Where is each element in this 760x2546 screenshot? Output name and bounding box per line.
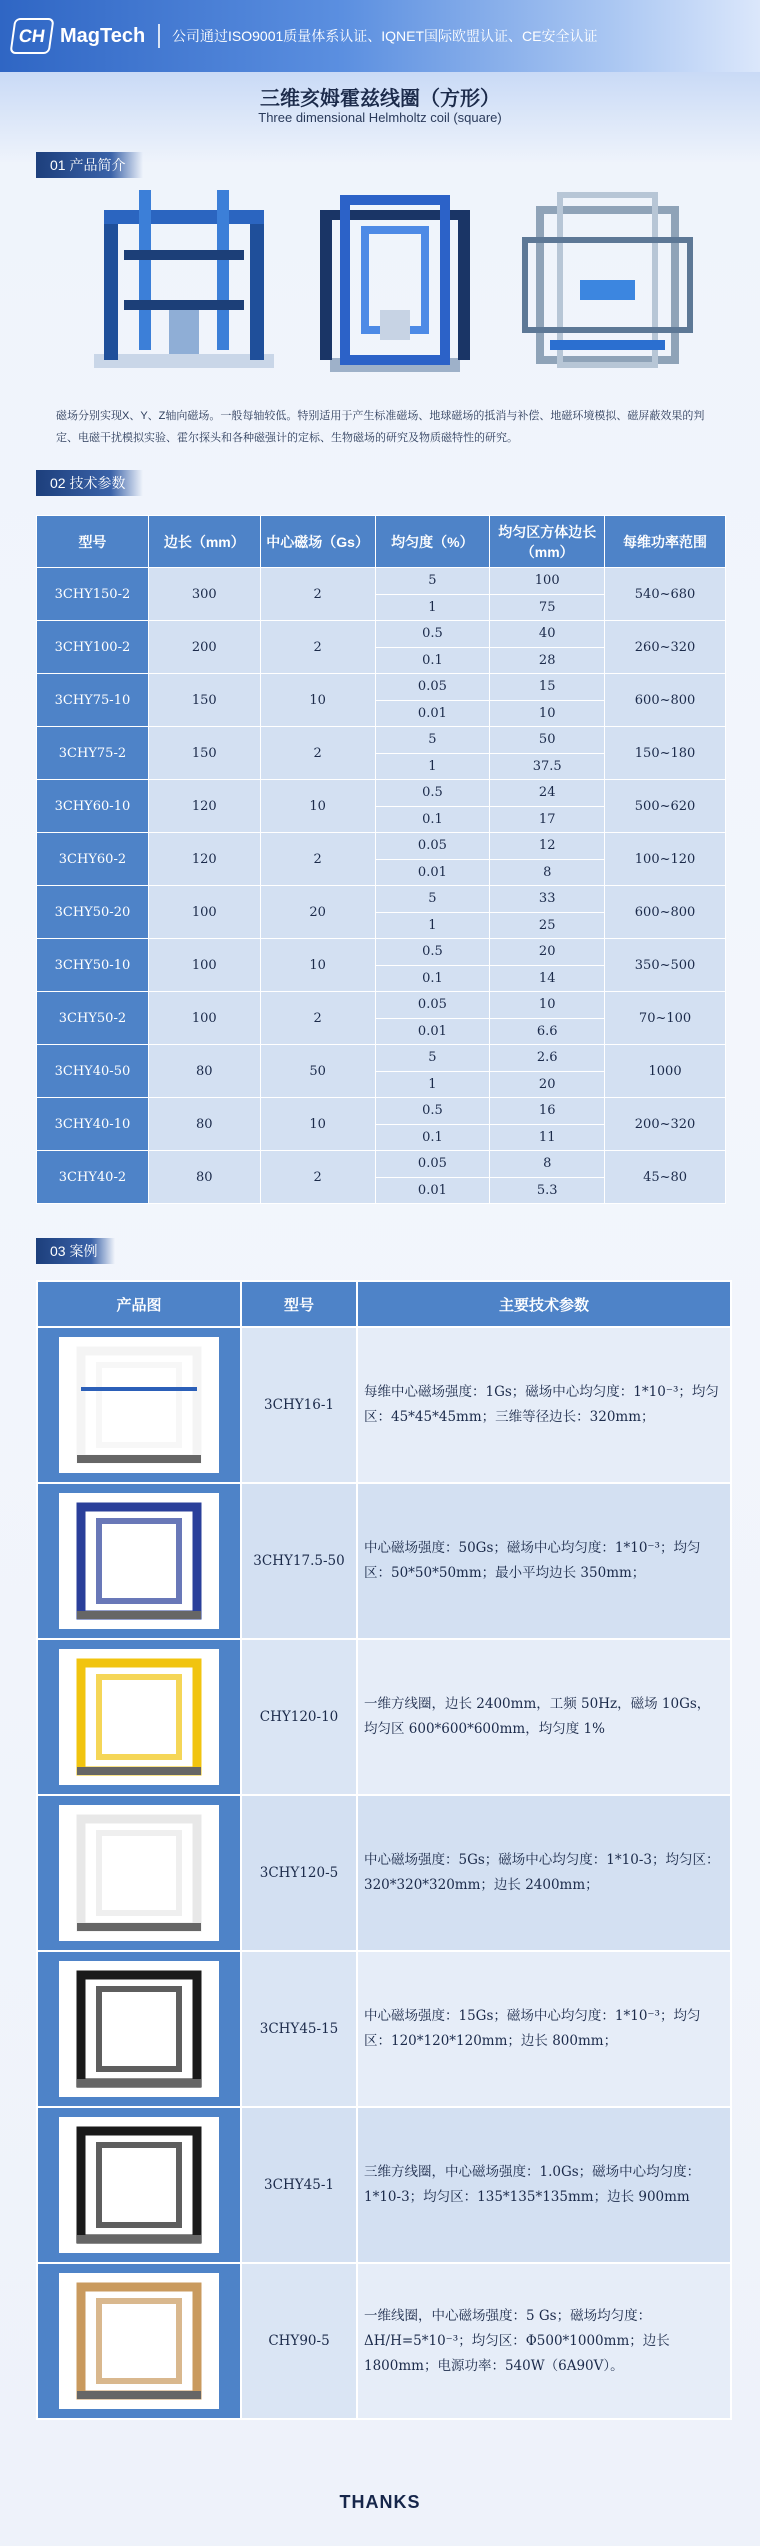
case-model: CHY120-10 (241, 1639, 357, 1795)
case-image-cell (37, 1483, 241, 1639)
spec-row (37, 780, 726, 807)
spec-cell-zone: 10 (490, 700, 605, 727)
case-product-image (59, 2273, 219, 2409)
spec-cell-uniformity: 0.01 (375, 1018, 490, 1045)
case-params: 中心磁场强度：50Gs；磁场中心均匀度：1*10⁻³；均匀区：50*50*50mm；最小平均边长 350mm； (357, 1483, 731, 1639)
product-image-3 (520, 190, 695, 380)
spec-cell-side: 100 (148, 939, 260, 992)
spec-cell-zone: 100 (490, 568, 605, 595)
spec-cell-zone: 20 (490, 1071, 605, 1098)
spec-cell-model: 3CHY150-2 (37, 568, 149, 621)
spec-cell-zone: 37.5 (490, 753, 605, 780)
case-params: 每维中心磁场强度：1Gs；磁场中心均匀度：1*10⁻³；均匀区：45*45*45mm；三维等径边长：320mm； (357, 1327, 731, 1483)
case-header-model: 型号 (241, 1281, 357, 1327)
spec-cell-zone: 10 (490, 992, 605, 1019)
case-row (37, 1795, 731, 1951)
spec-cell-zone: 11 (490, 1124, 605, 1151)
spec-cell-uniformity: 5 (375, 886, 490, 913)
spec-cell-zone: 50 (490, 727, 605, 754)
case-product-image (59, 1337, 219, 1473)
case-image-cell (37, 2263, 241, 2419)
case-product-image (59, 2117, 219, 2253)
spec-cell-field: 10 (260, 1098, 375, 1151)
spec-header-row (37, 516, 726, 568)
case-row (37, 1951, 731, 2107)
spec-cell-zone: 6.6 (490, 1018, 605, 1045)
case-row (37, 2263, 731, 2419)
case-params: 中心磁场强度：5Gs；磁场中心均匀度：1*10-3；均匀区：320*320*320mm；边长 2400mm； (357, 1795, 731, 1951)
spec-cell-uniformity: 0.01 (375, 1177, 490, 1204)
page-title: 三维亥姆霍兹线圈（方形） (260, 88, 500, 110)
spec-cell-side: 80 (148, 1151, 260, 1204)
header-divider (158, 24, 160, 48)
spec-cell-side: 300 (148, 568, 260, 621)
spec-cell-side: 150 (148, 674, 260, 727)
case-params: 中心磁场强度：15Gs；磁场中心均匀度：1*10⁻³；均匀区：120*120*120mm；边长 800mm； (357, 1951, 731, 2107)
case-model: 3CHY17.5-50 (241, 1483, 357, 1639)
case-table (36, 1280, 732, 2420)
spec-cell-uniformity: 0.05 (375, 1151, 490, 1178)
case-product-image (59, 1961, 219, 2097)
spec-cell-zone: 28 (490, 647, 605, 674)
spec-cell-field: 2 (260, 621, 375, 674)
product-image-1 (84, 190, 284, 380)
section-cases-heading: 03 案例 (36, 1238, 115, 1264)
spec-cell-zone: 17 (490, 806, 605, 833)
spec-header-uniformity: 均匀度（%） (375, 516, 490, 568)
spec-cell-side: 100 (148, 992, 260, 1045)
spec-cell-uniformity: 0.5 (375, 939, 490, 966)
spec-cell-side: 100 (148, 886, 260, 939)
spec-cell-model: 3CHY50-20 (37, 886, 149, 939)
spec-cell-power: 100~120 (605, 833, 726, 886)
spec-cell-uniformity: 0.5 (375, 1098, 490, 1125)
footer-thanks: THANKS (339, 2492, 421, 2512)
spec-cell-model: 3CHY75-10 (37, 674, 149, 727)
spec-cell-zone: 8 (490, 859, 605, 886)
spec-cell-zone: 15 (490, 674, 605, 701)
spec-cell-zone: 8 (490, 1151, 605, 1178)
spec-cell-field: 20 (260, 886, 375, 939)
spec-row (37, 833, 726, 860)
case-image-cell (37, 1795, 241, 1951)
spec-cell-model: 3CHY40-10 (37, 1098, 149, 1151)
spec-cell-uniformity: 1 (375, 594, 490, 621)
spec-row (37, 1098, 726, 1125)
spec-cell-side: 120 (148, 833, 260, 886)
case-model: 3CHY45-15 (241, 1951, 357, 2107)
spec-cell-zone: 16 (490, 1098, 605, 1125)
intro-text: 磁场分别实现X、Y、Z轴向磁场。一般每轴较低。特别适用于产生标准磁场、地球磁场的抵消与补偿、地磁环境模拟、磁屏蔽效果的判定、电磁干扰模拟实验、霍尔探头和各种磁强计的定标、生物磁场的研究及物质磁特性的研究。 (56, 410, 705, 444)
spec-row (37, 1045, 726, 1072)
spec-cell-uniformity: 1 (375, 753, 490, 780)
spec-cell-model: 3CHY40-50 (37, 1045, 149, 1098)
spec-cell-model: 3CHY40-2 (37, 1151, 149, 1204)
spec-row (37, 939, 726, 966)
case-header-row (37, 1281, 731, 1327)
case-product-image (59, 1493, 219, 1629)
case-image-cell (37, 1639, 241, 1795)
spec-header-side: 边长（mm） (148, 516, 260, 568)
spec-cell-uniformity: 0.01 (375, 859, 490, 886)
spec-cell-uniformity: 0.5 (375, 780, 490, 807)
spec-cell-field: 2 (260, 568, 375, 621)
spec-cell-power: 600~800 (605, 674, 726, 727)
spec-cell-zone: 20 (490, 939, 605, 966)
spec-cell-side: 120 (148, 780, 260, 833)
spec-cell-field: 10 (260, 674, 375, 727)
spec-cell-power: 150~180 (605, 727, 726, 780)
spec-cell-power: 600~800 (605, 886, 726, 939)
case-model: CHY90-5 (241, 2263, 357, 2419)
spec-cell-zone: 24 (490, 780, 605, 807)
case-row (37, 2107, 731, 2263)
spec-row (37, 674, 726, 701)
spec-cell-side: 150 (148, 727, 260, 780)
spec-cell-uniformity: 5 (375, 568, 490, 595)
spec-cell-uniformity: 0.1 (375, 965, 490, 992)
section-specs-heading: 02 技术参数 (36, 470, 143, 496)
section-intro-heading: 01 产品简介 (36, 152, 143, 178)
spec-cell-power: 260~320 (605, 621, 726, 674)
case-params: 三维方线圈，中心磁场强度：1.0Gs；磁场中心均匀度：1*10-3；均匀区：135*135*135mm；边长 900mm (357, 2107, 731, 2263)
spec-table-body (37, 568, 726, 1204)
spec-cell-field: 2 (260, 727, 375, 780)
spec-cell-zone: 75 (490, 594, 605, 621)
case-row (37, 1483, 731, 1639)
spec-cell-zone: 14 (490, 965, 605, 992)
case-row (37, 1327, 731, 1483)
spec-header-model: 型号 (37, 516, 149, 568)
logo-mark: CH (9, 18, 54, 54)
spec-cell-field: 2 (260, 833, 375, 886)
spec-cell-power: 45~80 (605, 1151, 726, 1204)
spec-cell-field: 2 (260, 992, 375, 1045)
spec-row (37, 992, 726, 1019)
logo (12, 18, 145, 54)
spec-row (37, 727, 726, 754)
spec-cell-power: 1000 (605, 1045, 726, 1098)
case-image-cell (37, 1951, 241, 2107)
page-subtitle: Three dimensional Helmholtz coil (square) (258, 110, 502, 125)
spec-cell-uniformity: 0.05 (375, 992, 490, 1019)
spec-cell-uniformity: 0.05 (375, 674, 490, 701)
spec-cell-uniformity: 0.5 (375, 621, 490, 648)
case-header-image: 产品图 (37, 1281, 241, 1327)
case-params: 一维方线圈，边长 2400mm，工频 50Hz，磁场 10Gs，均匀区 600*600*600mm，均匀度 1% (357, 1639, 731, 1795)
spec-row (37, 886, 726, 913)
spec-cell-zone: 5.3 (490, 1177, 605, 1204)
spec-cell-zone: 12 (490, 833, 605, 860)
spec-cell-power: 70~100 (605, 992, 726, 1045)
case-image-cell (37, 1327, 241, 1483)
spec-cell-side: 200 (148, 621, 260, 674)
spec-cell-model: 3CHY60-2 (37, 833, 149, 886)
spec-cell-uniformity: 0.01 (375, 700, 490, 727)
case-product-image (59, 1805, 219, 1941)
spec-row (37, 621, 726, 648)
spec-header-field: 中心磁场（Gs） (260, 516, 375, 568)
case-image-cell (37, 2107, 241, 2263)
spec-cell-power: 200~320 (605, 1098, 726, 1151)
case-model: 3CHY45-1 (241, 2107, 357, 2263)
case-row (37, 1639, 731, 1795)
case-model: 3CHY120-5 (241, 1795, 357, 1951)
spec-cell-side: 80 (148, 1045, 260, 1098)
case-params: 一维线圈，中心磁场强度：5 Gs；磁场均匀度：ΔH/H=5*10⁻³；均匀区：Φ500*1000mm；边长 1800mm；电源功率：540W（6A90V）。 (357, 2263, 731, 2419)
spec-cell-model: 3CHY75-2 (37, 727, 149, 780)
logo-text: MagTech (60, 24, 146, 47)
spec-cell-uniformity: 0.1 (375, 1124, 490, 1151)
spec-cell-uniformity: 0.05 (375, 833, 490, 860)
case-header-params: 主要技术参数 (357, 1281, 731, 1327)
spec-cell-field: 50 (260, 1045, 375, 1098)
product-image-2 (310, 190, 480, 380)
spec-cell-uniformity: 5 (375, 1045, 490, 1072)
spec-row (37, 1151, 726, 1178)
spec-cell-power: 350~500 (605, 939, 726, 992)
spec-cell-zone: 33 (490, 886, 605, 913)
spec-header-power: 每维功率范围 (605, 516, 726, 568)
spec-cell-uniformity: 0.1 (375, 806, 490, 833)
spec-header-zone: 均匀区方体边长（mm） (490, 516, 605, 568)
spec-cell-field: 2 (260, 1151, 375, 1204)
case-table-body (37, 1327, 731, 2419)
spec-cell-power: 500~620 (605, 780, 726, 833)
spec-cell-uniformity: 0.1 (375, 647, 490, 674)
case-model: 3CHY16-1 (241, 1327, 357, 1483)
spec-cell-uniformity: 1 (375, 912, 490, 939)
spec-cell-field: 10 (260, 780, 375, 833)
spec-table (36, 515, 726, 1204)
spec-cell-zone: 25 (490, 912, 605, 939)
spec-cell-uniformity: 5 (375, 727, 490, 754)
case-product-image (59, 1649, 219, 1785)
spec-cell-model: 3CHY100-2 (37, 621, 149, 674)
spec-row (37, 568, 726, 595)
spec-cell-model: 3CHY50-2 (37, 992, 149, 1045)
spec-cell-field: 10 (260, 939, 375, 992)
spec-cell-uniformity: 1 (375, 1071, 490, 1098)
spec-cell-side: 80 (148, 1098, 260, 1151)
spec-cell-model: 3CHY50-10 (37, 939, 149, 992)
spec-cell-model: 3CHY60-10 (37, 780, 149, 833)
spec-cell-zone: 2.6 (490, 1045, 605, 1072)
spec-cell-zone: 40 (490, 621, 605, 648)
spec-cell-power: 540~680 (605, 568, 726, 621)
certification-text: 公司通过ISO9001质量体系认证、IQNET国际欧盟认证、CE安全认证 (172, 28, 598, 44)
